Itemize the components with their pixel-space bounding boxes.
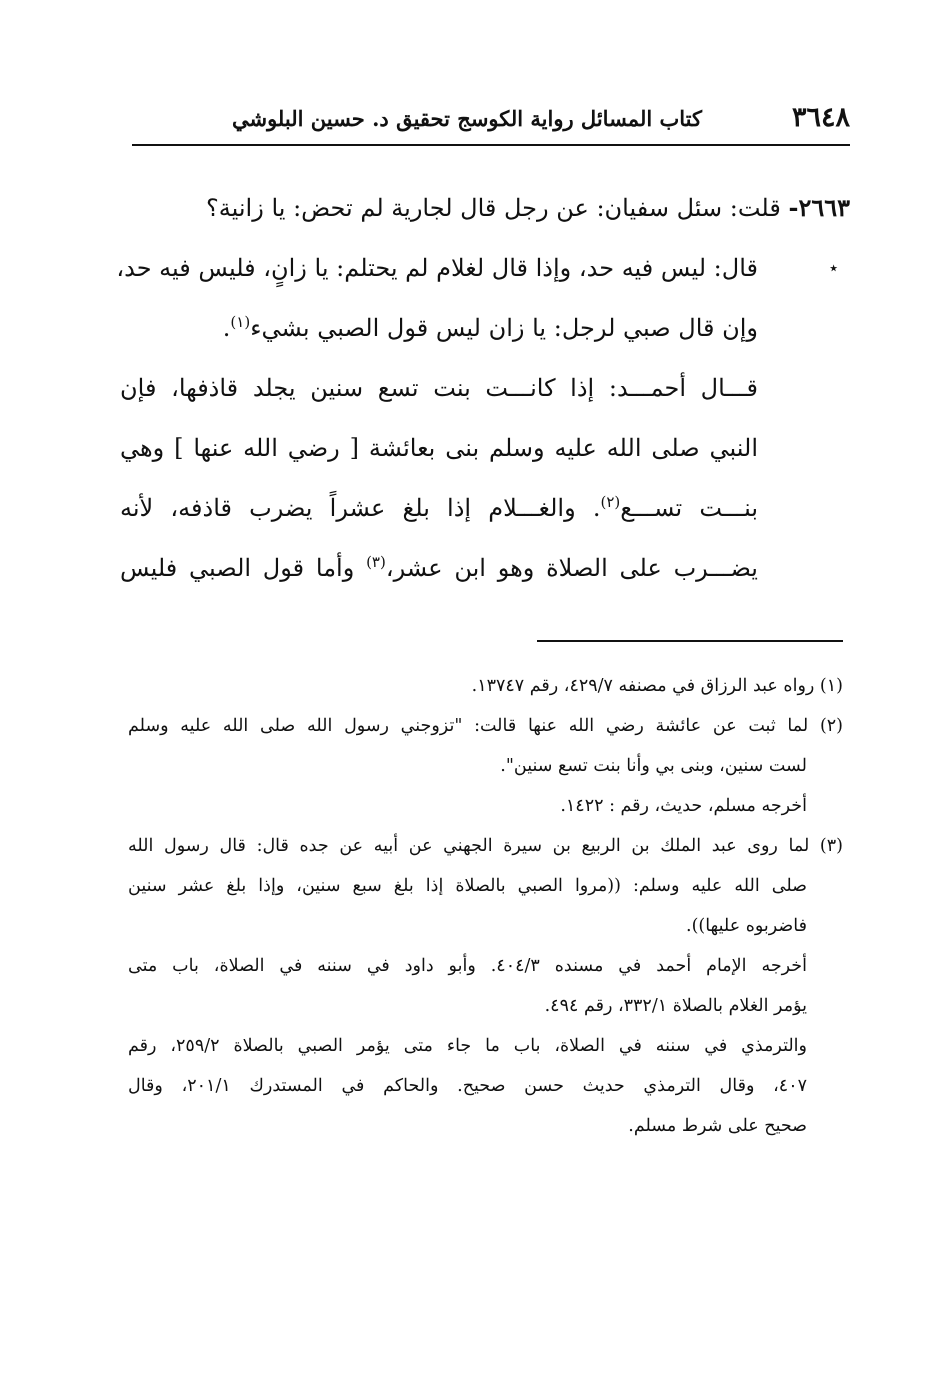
ahmad-line-4-a: يضـــرب على الصلاة وهو ابن عشر، [385, 554, 758, 582]
footnote-3-line-2: صلى الله عليه وسلم: ((مروا الصبي بالصلاة إذا بلغ سبع سنين، وإذا بلغ عشر سنين [128, 876, 807, 896]
issue-question-line [120, 178, 850, 238]
footnotes [128, 666, 843, 1146]
issue-question: قلت: سئل سفيان: عن رجل قال لجارية لم تحض: يا زانية؟ [206, 194, 781, 222]
footnote-2-line-3: أخرجه مسلم، حديث، رقم : ١٤٢٢. [560, 796, 807, 816]
footnote-separator [537, 640, 843, 642]
footnote-3-line-4: أخرجه الإمام أحمد في مسنده ٤٠٤/٣. وأبو داود في سننه في الصلاة، باب متى [128, 956, 807, 976]
ahmad-line-1: قـــال أحمـــد: إذا كانـــت بنت تسع سنين يجلد قاذفها، فإن [120, 374, 758, 402]
margin-mark: ٭ [829, 258, 838, 277]
footnote-1: (١) رواه عبد الرزاق في مصنفه ٤٢٩/٧، رقم ١٣٧٤٧. [471, 676, 843, 696]
footnote-3-line-5: يؤمر الغلام بالصلاة ٣٣٢/١، رقم ٤٩٤. [544, 996, 807, 1016]
ahmad-line-3-b: . والغـــلام إذا بلغ عشراً يضرب قاذفه، لأنه [120, 494, 601, 522]
answer-line-2-text: وإن قال صبي لرجل: يا زان ليس قول الصبي بشيء [250, 314, 758, 342]
ahmad-line-3 [120, 478, 850, 538]
ahmad-line-2: النبي صلى الله عليه وسلم بنى بعائشة [ رضي الله عنها ] وهي [120, 434, 758, 462]
footnote-ref-3[interactable]: (٣) [366, 553, 386, 571]
ahmad-line-4-b: وأما قول الصبي فليس [120, 554, 367, 582]
ahmad-line-3-a: بنـــت تســـع [620, 494, 758, 522]
footnote-3-line-3: فاضربوه عليها)). [686, 916, 807, 936]
answer-line-2-end: . [222, 314, 231, 342]
issue-number: ٢٦٦٣- [788, 193, 850, 222]
page-header [132, 100, 850, 146]
header-rule [132, 144, 850, 146]
answer-line-1: قال: ليس فيه حد، وإذا قال لغلام لم يحتلم: يا زانٍ، فليس فيه حد، [116, 254, 758, 282]
ahmad-line-4 [120, 538, 850, 598]
footnote-2-line-2: لست سنين، وبنى بي وأنا بنت تسع سنين". [500, 756, 807, 776]
footnote-3-line-8: صحيح على شرط مسلم. [628, 1116, 807, 1136]
answer-line-2 [120, 298, 850, 358]
footnote-2-line-1: (٢) لما ثبت عن عائشة رضي الله عنها قالت: "تزوجني رسول الله صلى الله عليه وسلم [128, 716, 843, 736]
footnote-3-line-7: ٤٠٧، وقال الترمذي حديث حسن صحيح. والحاكم في المستدرك ٢٠١/١، وقال [128, 1076, 807, 1096]
running-title: كتاب المسائل رواية الكوسج تحقيق د. حسين البلوشي [231, 106, 702, 131]
footnote-3-line-1: (٣) لما روى عبد الملك بن الربيع بن سيرة الجهني عن أبيه عن جده قال: قال رسول الله [128, 836, 843, 856]
footnote-ref-2[interactable]: (٢) [600, 493, 621, 511]
main-text [116, 178, 850, 598]
page-number: ٣٦٤٨ [791, 102, 850, 133]
footnote-ref-1[interactable]: (١) [230, 313, 251, 331]
footnote-3-line-6: والترمذي في سننه في الصلاة، باب ما جاء متى يؤمر الصبي بالصلاة ٢٥٩/٢، رقم [128, 1036, 807, 1056]
